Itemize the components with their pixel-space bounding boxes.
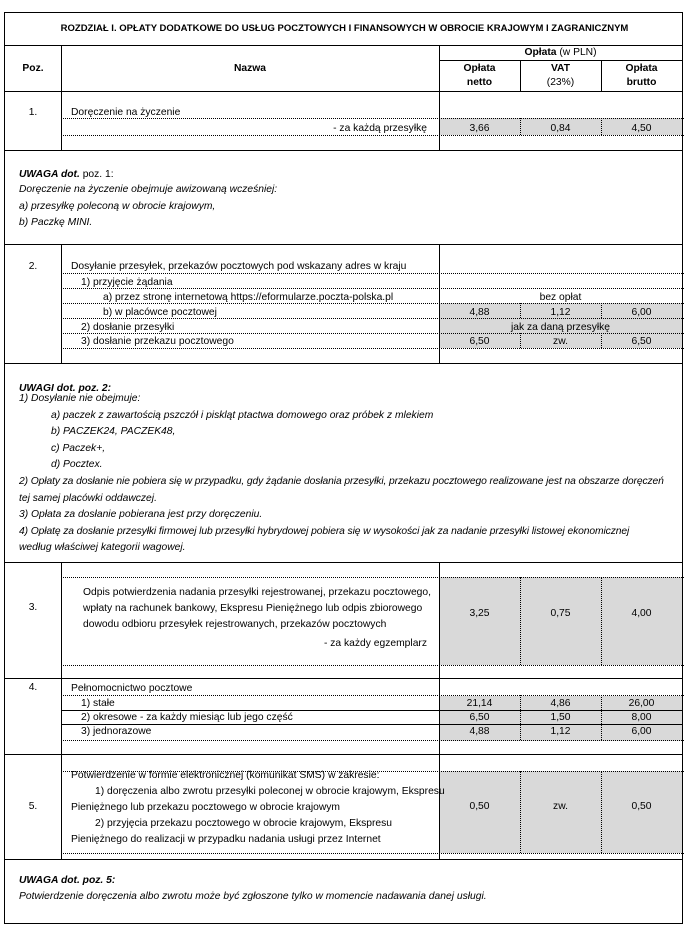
note2-item1d: d) Pocztex. xyxy=(51,459,103,471)
item4-row-vat: 1,12 xyxy=(550,726,571,737)
item4-poz: 4. xyxy=(28,682,38,693)
note2-item4a: 4) Opłatę za dosłanie przesyłki firmowej lub przesyłki hybrydowej pobiera się w wysokości jak za nadanie przesyłki listowej ekonomicznej xyxy=(19,525,630,537)
item2-row1b: b) w placówce pocztowej xyxy=(103,307,217,318)
item4-row-brutto: 8,00 xyxy=(631,712,652,723)
col-header-vat-2: (23%) xyxy=(546,77,575,88)
item4-row-vat: 1,50 xyxy=(550,712,571,723)
item4-row-label: 3) jednorazowe xyxy=(81,726,152,737)
item5-line2: 1) doręczenia albo zwrotu przesyłki poleconej w obrocie krajowym, Ekspresu xyxy=(95,786,445,797)
col-header-nazwa: Nazwa xyxy=(233,63,267,74)
item2-row1b-netto: 4,88 xyxy=(469,307,490,318)
item3-line2: wpłaty na rachunek bankowy, Ekspresu Pieniężnego lub odpis zbiorowego xyxy=(83,603,423,614)
item3-sub: - za każdy egzemplarz xyxy=(323,638,427,649)
item4-row-label: 2) okresowe - za każdy miesiąc lub jego część xyxy=(81,712,293,723)
fee-header: Opłata (w PLN) xyxy=(524,47,597,58)
item5-line1: Potwierdzenie w formie elektronicznej (komunikat SMS) w zakresie: xyxy=(71,770,380,781)
item1-netto: 3,66 xyxy=(469,123,490,134)
item4-row-label: 1) stałe xyxy=(81,698,115,709)
item4-row-netto: 4,88 xyxy=(469,726,490,737)
note5-line: Potwierdzenie doręczenia albo zwrotu może być zgłoszone tylko w momencie nadawania danej usługi. xyxy=(19,891,487,902)
section-title: ROZDZIAŁ I. OPŁATY DODATKOWE DO USŁUG POCZTOWYCH I FINANSOWYCH W OBROCIE KRAJOWYM I ZAGRANICZNYM xyxy=(60,23,629,34)
item5-netto: 0,50 xyxy=(469,801,490,812)
item1-poz: 1. xyxy=(28,107,38,118)
item4-row-netto: 21,14 xyxy=(466,698,493,709)
item2-row3-vat: zw. xyxy=(553,336,568,347)
item3-netto: 3,25 xyxy=(469,608,490,619)
item4-row-brutto: 6,00 xyxy=(631,726,652,737)
note1-title: UWAGA dot. poz. 1: xyxy=(19,169,114,180)
item2-row1b-vat: 1,12 xyxy=(550,307,571,318)
col-header-brutto-2: brutto xyxy=(626,77,657,88)
fee-table xyxy=(4,12,683,924)
item2-name: Dosyłanie przesyłek, przekazów pocztowych pod wskazany adres w kraju xyxy=(71,261,407,272)
note1-line: a) przesyłkę poleconą w obrocie krajowym, xyxy=(19,200,216,212)
item5-poz: 5. xyxy=(28,801,38,812)
col-header-vat-1: VAT xyxy=(550,63,571,74)
item2-row1a-value: bez opłat xyxy=(539,292,582,303)
item2-row1a: a) przez stronę internetową https://eformularze.poczta-polska.pl xyxy=(103,292,394,303)
item1-sub: - za każdą przesyłkę xyxy=(333,123,427,134)
item2-row2: 2) dosłanie przesyłki xyxy=(81,322,175,333)
item4-name: Pełnomocnictwo pocztowe xyxy=(71,683,193,694)
item1-brutto: 4,50 xyxy=(631,123,652,134)
item4-row-netto: 6,50 xyxy=(469,712,490,723)
note1-line: b) Paczkę MINI. xyxy=(19,217,93,229)
item4-row-brutto: 26,00 xyxy=(628,698,655,709)
item2-row1b-brutto: 6,00 xyxy=(631,307,652,318)
note2-title: UWAGI dot. poz. 2: xyxy=(19,383,112,394)
item5-line4: 2) przyjęcia przekazu pocztowego w obrocie krajowym, Ekspresu xyxy=(95,818,393,829)
item2-row3-brutto: 6,50 xyxy=(631,336,652,347)
note1-body xyxy=(19,182,277,232)
item5-vat: zw. xyxy=(553,801,568,812)
note2-item1: 1) Dosyłanie nie obejmuje: xyxy=(19,393,141,404)
item5-line5: Pieniężnego do realizacji w przypadku nadania usługi przez Internet xyxy=(71,834,381,845)
item3-line3: dowodu odbioru przesyłek rejestrowanych, przekazów pocztowych xyxy=(83,619,387,630)
item3-vat: 0,75 xyxy=(550,608,571,619)
note2-body xyxy=(5,391,684,557)
item1-vat: 0,84 xyxy=(550,123,571,134)
item2-poz: 2. xyxy=(28,261,38,272)
col-header-netto-2: netto xyxy=(466,77,493,88)
item2-row2-value: jak za daną przesyłkę xyxy=(510,322,611,333)
note1-line: Doręczenie na życzenie obejmuje awizowaną wcześniej: xyxy=(19,184,278,195)
item2-row3: 3) dosłanie przekazu pocztowego xyxy=(81,336,234,347)
note2-item2a: 2) Opłaty za dosłanie nie pobiera się w przypadku, gdy żądanie dosłania przesyłki, przekazu pocztowego realizowane jest na obszarze doręczeń xyxy=(19,475,664,487)
item5-line3: Pieniężnego lub przekazu pocztowego w obrocie krajowym xyxy=(71,802,341,813)
item4-row-vat: 4,86 xyxy=(550,698,571,709)
note2-item1a: a) paczek z zawartością pszczół i piskląt ptactwa domowego oraz próbek z mlekiem xyxy=(51,409,434,421)
note2-item1c: c) Paczek+, xyxy=(51,442,106,454)
item3-line1: Odpis potwierdzenia nadania przesyłki rejestrowanej, przekazu pocztowego, xyxy=(83,587,431,598)
col-header-brutto-1: Opłata xyxy=(625,63,658,74)
note5-title: UWAGA dot. poz. 5: xyxy=(19,875,116,886)
note2-item3: 3) Opłata za dosłanie pobierana jest przy doręczeniu. xyxy=(19,509,263,521)
item3-brutto: 4,00 xyxy=(631,608,652,619)
item5-brutto: 0,50 xyxy=(631,801,652,812)
item1-name: Doręczenie na życzenie xyxy=(71,107,181,118)
item2-row3-netto: 6,50 xyxy=(469,336,490,347)
item3-poz: 3. xyxy=(28,602,38,613)
item3-values-bg xyxy=(439,577,682,665)
note2-item1b: b) PACZEK24, PACZEK48, xyxy=(51,426,176,438)
item2-row1: 1) przyjęcie żądania xyxy=(81,277,173,288)
col-header-poz: Poz. xyxy=(22,63,44,74)
note2-item4b: według właściwej kategorii wagowej. xyxy=(19,542,186,554)
col-header-netto-1: Opłata xyxy=(463,63,496,74)
note2-item2b: tej samej placówki oddawczej. xyxy=(19,492,157,504)
